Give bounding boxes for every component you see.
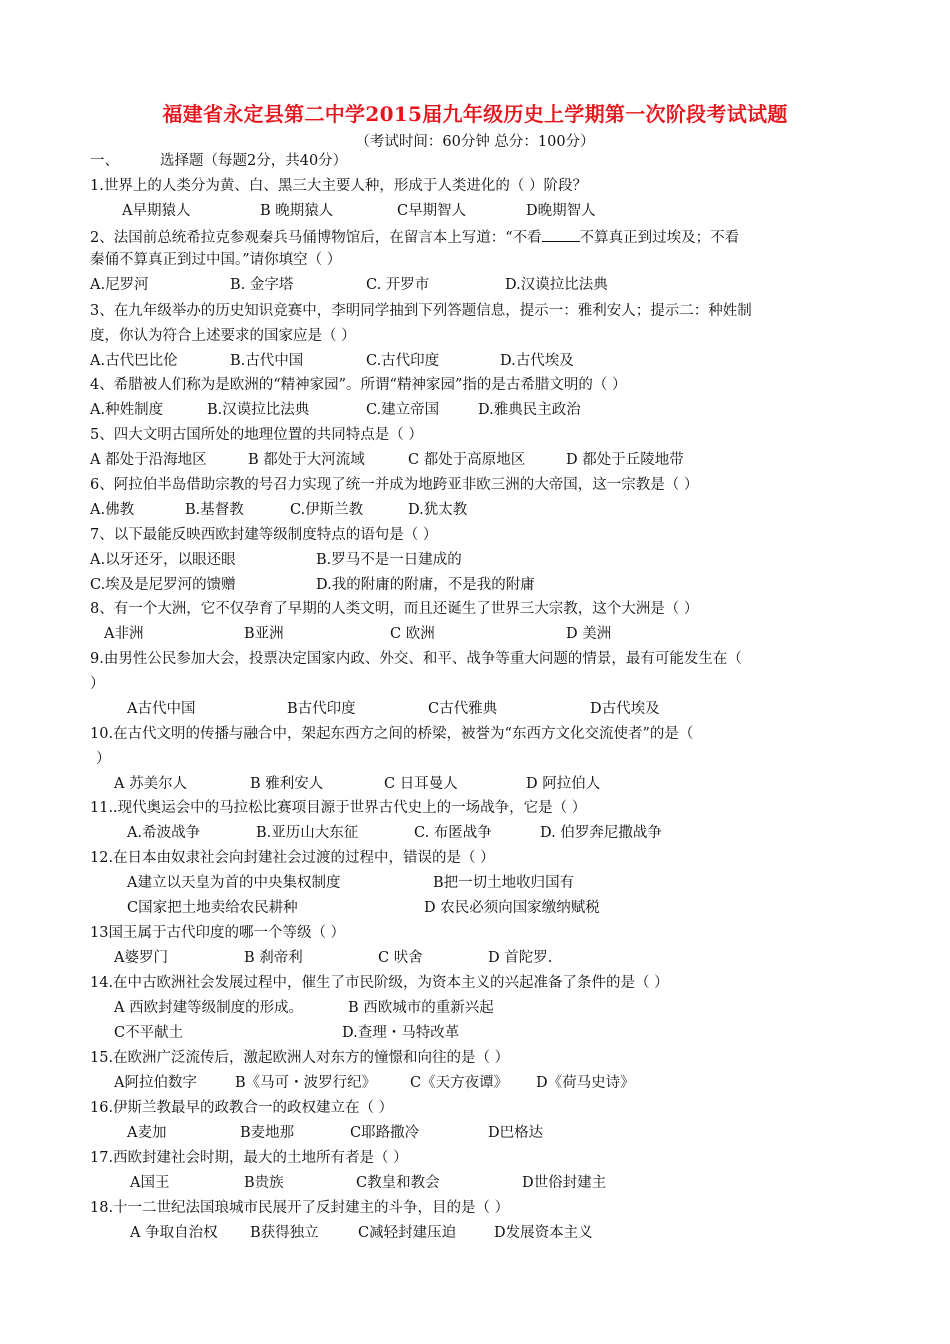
q11-option-a: A.希波战争 — [127, 825, 201, 841]
q7-option-a: A.以牙还牙，以眼还眼 — [90, 552, 236, 568]
question-7-stem: 7、以下最能反映西欧封建等级制度特点的语句是（ ） — [90, 527, 438, 543]
q5-option-c: C 都处于高原地区 — [408, 452, 526, 468]
question-3-stem-line2: 度，你认为符合上述要求的国家应是（ ） — [90, 328, 356, 344]
section-heading: 选择题（每题2分，共40分） — [160, 153, 348, 169]
q16-option-c: C耶路撒冷 — [350, 1125, 420, 1141]
q17-option-a: A国王 — [130, 1175, 170, 1191]
q5-option-a: A 都处于沿海地区 — [90, 452, 207, 468]
q10-option-a: A 苏美尔人 — [114, 776, 188, 792]
q4-option-c: C.建立帝国 — [366, 402, 440, 418]
q11-option-d: D. 伯罗奔尼撒战争 — [540, 825, 662, 841]
q8-option-a: A非洲 — [104, 626, 144, 642]
q14-option-d: D.查理・马特改革 — [342, 1025, 460, 1041]
q6-option-d: D.犹太教 — [408, 502, 468, 518]
q18-option-d: D发展资本主义 — [494, 1225, 593, 1241]
q2-option-d: D.汉谟拉比法典 — [505, 277, 608, 293]
q3-option-d: D.古代埃及 — [500, 353, 574, 369]
q15-option-a: A阿拉伯数字 — [114, 1075, 197, 1091]
question-14-stem: 14.在中古欧洲社会发展过程中，催生了市民阶级，为资本主义的兴起准备了条件的是（ ） — [90, 975, 669, 991]
question-9-stem-line2: ） — [90, 676, 105, 692]
q10-option-b: B 雅利安人 — [250, 776, 324, 792]
q10-option-c: C 日耳曼人 — [384, 776, 458, 792]
question-17-stem: 17.西欧封建社会时期，最大的土地所有者是（ ） — [90, 1150, 408, 1166]
q13-option-c: C 吠舍 — [378, 950, 423, 966]
q7-option-d: D.我的附庸的附庸，不是我的附庸 — [316, 577, 535, 593]
q3-option-b: B.古代中国 — [230, 353, 304, 369]
q6-option-c: C.伊斯兰教 — [290, 502, 364, 518]
question-16-stem: 16.伊斯兰教最早的政教合一的政权建立在（ ） — [90, 1100, 394, 1116]
question-12-stem: 12.在日本由奴隶社会向封建社会过渡的过程中，错误的是（ ） — [90, 850, 495, 866]
q17-option-d: D世俗封建主 — [522, 1175, 607, 1191]
question-8-stem: 8、有一个大洲，它不仅孕育了早期的人类文明，而且还诞生了世界三大宗教，这个大洲是（ ） — [90, 601, 699, 617]
q14-option-b: B 西欧城市的重新兴起 — [348, 1000, 494, 1016]
q18-option-c: C减轻封建压迫 — [358, 1225, 457, 1241]
q6-option-a: A.佛教 — [90, 502, 135, 518]
q4-option-b: B.汉谟拉比法典 — [207, 402, 310, 418]
q2-fill-blank — [542, 227, 580, 242]
question-2-stem-line2: 秦俑不算真正到过中国。”请你填空（ ） — [90, 252, 342, 268]
question-3-stem-line1: 3、在九年级举办的历史知识竞赛中，李明同学抽到下列答题信息，提示一：雅利安人；提示二：种姓制 — [90, 303, 752, 319]
q10-option-d: D 阿拉伯人 — [526, 776, 601, 792]
q5-option-d: D 都处于丘陵地带 — [566, 452, 684, 468]
q9-option-d: D古代埃及 — [590, 701, 660, 717]
q14-option-c: C不平献土 — [114, 1025, 184, 1041]
q15-option-c: C《天方夜谭》 — [410, 1075, 509, 1091]
q9-option-b: B古代印度 — [287, 701, 356, 717]
q1-option-b: B 晚期猿人 — [260, 203, 334, 219]
question-4-stem: 4、希腊被人们称为是欧洲的“精神家园”。所谓“精神家园”指的是古希腊文明的（ ） — [90, 377, 627, 393]
q1-option-c: C早期智人 — [397, 203, 467, 219]
q9-option-a: A古代中国 — [127, 701, 196, 717]
q11-option-c: C. 布匿战争 — [414, 825, 492, 841]
q3-option-c: C.古代印度 — [366, 353, 440, 369]
q2-option-b: B. 金字塔 — [230, 277, 294, 293]
question-10-stem-line2: ） — [96, 751, 111, 767]
question-18-stem: 18.十一二世纪法国琅城市民展开了反封建主的斗争，目的是（ ） — [90, 1200, 510, 1216]
q8-option-c: C 欧洲 — [390, 626, 435, 642]
question-13-stem: 13国王属于古代印度的哪一个等级（ ） — [90, 925, 346, 941]
q16-option-d: D巴格达 — [488, 1125, 544, 1141]
question-2-stem-line1 — [90, 227, 739, 247]
q4-option-d: D.雅典民主政治 — [478, 402, 581, 418]
exam-title: 福建省永定县第二中学2015届九年级历史上学期第一次阶段考试试题 — [162, 102, 788, 126]
q13-option-d: D 首陀罗. — [488, 950, 553, 966]
question-10-stem-line1: 10.在古代文明的传播与融合中，架起东西方之间的桥梁，被誉为“东西方文化交流使者”的是（ — [90, 726, 694, 742]
q12-option-a: A建立以天皇为首的中央集权制度 — [127, 875, 341, 891]
q12-option-b: B把一切土地收归国有 — [433, 875, 575, 891]
q4-option-a: A.种姓制度 — [90, 402, 164, 418]
q16-option-b: B麦地那 — [240, 1125, 295, 1141]
q16-option-a: A麦加 — [127, 1125, 167, 1141]
q1-option-a: A早期猿人 — [122, 203, 191, 219]
q14-option-a: A 西欧封建等级制度的形成。 — [114, 1000, 304, 1016]
q2-stem-part2: 不算真正到过埃及；不看 — [579, 230, 740, 246]
question-15-stem: 15.在欧洲广泛流传后，激起欧洲人对东方的憧憬和向往的是（ ） — [90, 1050, 510, 1066]
q1-option-d: D晚期智人 — [526, 203, 596, 219]
q2-stem-part1: 2、法国前总统希拉克参观秦兵马俑博物馆后，在留言本上写道：“不看 — [90, 230, 542, 246]
q2-option-a: A.尼罗河 — [90, 277, 149, 293]
q7-option-b: B.罗马不是一日建成的 — [316, 552, 462, 568]
q8-option-d: D 美洲 — [566, 626, 612, 642]
q8-option-b: B亚洲 — [244, 626, 284, 642]
q11-option-b: B.亚历山大东征 — [256, 825, 359, 841]
q6-option-b: B.基督教 — [185, 502, 244, 518]
q15-option-d: D《荷马史诗》 — [536, 1075, 635, 1091]
q12-option-d: D 农民必须向国家缴纳赋税 — [424, 900, 600, 916]
question-9-stem-line1: 9.由男性公民参加大会，投票决定国家内政、外交、和平、战争等重大问题的情景，最有可能发生在（ — [90, 651, 742, 667]
q5-option-b: B 都处于大河流域 — [248, 452, 365, 468]
q9-option-c: C古代雅典 — [428, 701, 498, 717]
section-number: 一、 — [90, 153, 119, 169]
q13-option-a: A婆罗门 — [114, 950, 168, 966]
q17-option-c: C教皇和教会 — [356, 1175, 440, 1191]
question-11-stem: 11..现代奥运会中的马拉松比赛项目源于世界古代史上的一场战争，它是（ ） — [90, 800, 587, 816]
q3-option-a: A.古代巴比伦 — [90, 353, 178, 369]
question-6-stem: 6、阿拉伯半岛借助宗教的号召力实现了统一并成为地跨亚非欧三洲的大帝国，这一宗教是（ ） — [90, 477, 699, 493]
question-5-stem: 5、四大文明古国所处的地理位置的共同特点是（ ） — [90, 427, 423, 443]
question-1-stem: 1.世界上的人类分为黄、白、黑三大主要人种，形成于人类进化的（ ）阶段？ — [90, 178, 587, 194]
q18-option-b: B获得独立 — [250, 1225, 319, 1241]
q12-option-c: C国家把土地卖给农民耕种 — [127, 900, 298, 916]
q18-option-a: A 争取自治权 — [130, 1225, 218, 1241]
exam-subtitle: （考试时间：60分钟 总分：100分） — [355, 134, 595, 150]
q17-option-b: B贵族 — [244, 1175, 284, 1191]
q13-option-b: B 刹帝利 — [244, 950, 303, 966]
q7-option-c: C.埃及是尼罗河的馈赠 — [90, 577, 236, 593]
q2-option-c: C. 开罗市 — [366, 277, 430, 293]
q15-option-b: B《马可・波罗行纪》 — [235, 1075, 377, 1091]
